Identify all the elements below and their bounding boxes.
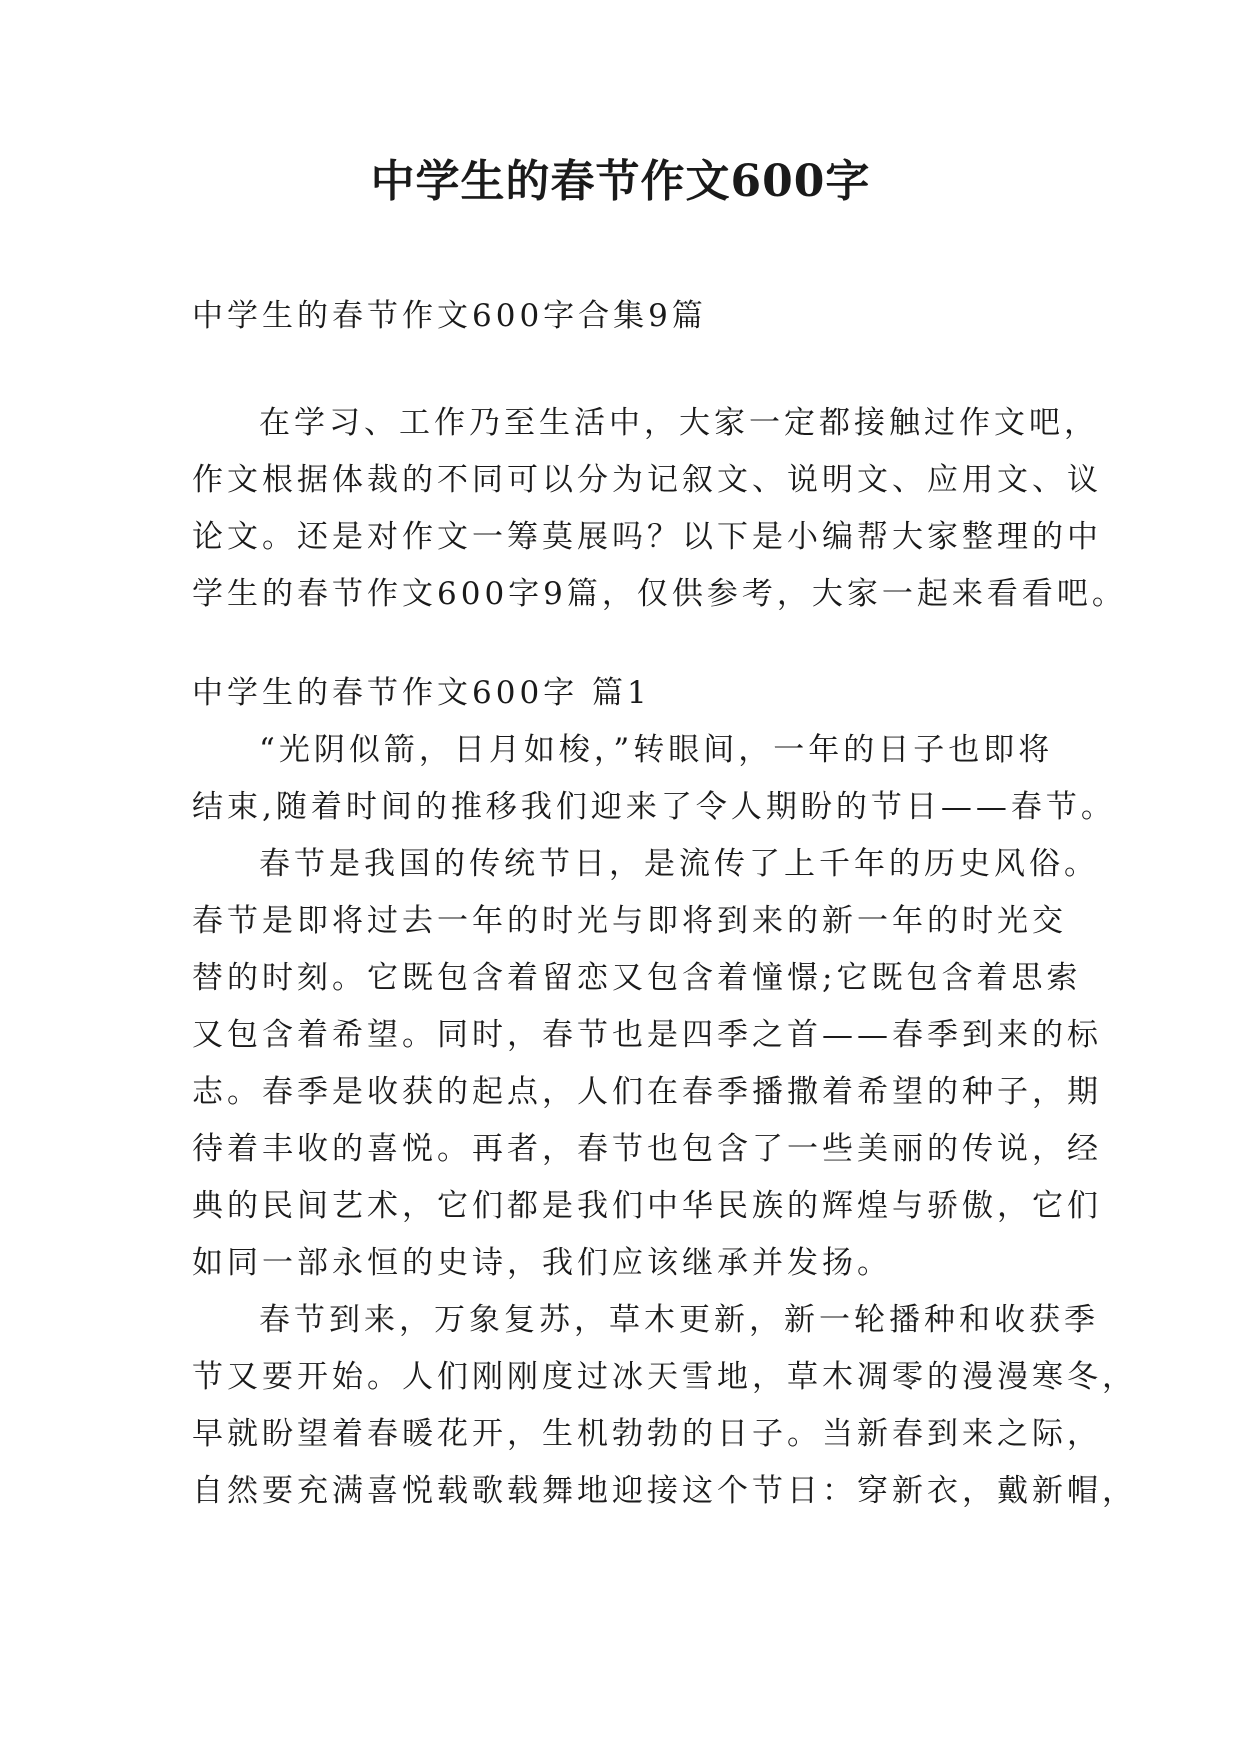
intro-line: 在学习、工作乃至生活中，大家一定都接触过作文吧，: [259, 405, 1099, 441]
paragraph-line: “光阴似箭，日月如梭，”转眼间，一年的日子也即将: [259, 732, 1054, 768]
collection-heading: 中学生的春节作文600字合集9篇: [192, 298, 707, 334]
intro-line: 作文根据体裁的不同可以分为记叙文、说明文、应用文、议: [192, 462, 1102, 498]
paragraph-line: 春节是即将过去一年的时光与即将到来的新一年的时光交: [192, 903, 1067, 939]
paragraph-line: 志。春季是收获的起点，人们在春季播撒着希望的种子，期: [192, 1074, 1102, 1110]
document-body: [192, 288, 1137, 1520]
paragraph-line: 早就盼望着春暖花开，生机勃勃的日子。当新春到来之际，: [192, 1416, 1102, 1452]
paragraph-line: 典的民间艺术，它们都是我们中华民族的辉煌与骄傲，它们: [192, 1188, 1102, 1224]
intro-line: 论文。还是对作文一筹莫展吗？以下是小编帮大家整理的中: [192, 519, 1102, 555]
paragraph-line: 节又要开始。人们刚刚度过冰天雪地，草木凋零的漫漫寒冬，: [192, 1359, 1137, 1395]
paragraph-line: 自然要充满喜悦载歌载舞地迎接这个节日：穿新衣，戴新帽，: [192, 1473, 1137, 1509]
paragraph-3: [192, 1292, 1137, 1520]
paragraph-line: 春节到来，万象复苏，草木更新，新一轮播种和收获季: [259, 1302, 1099, 1338]
intro-paragraph: [192, 395, 1127, 623]
paragraph-1: [192, 722, 1116, 836]
section-heading: 中学生的春节作文600字 篇1: [192, 675, 651, 711]
paragraph-2: [192, 836, 1102, 1292]
paragraph-line: 结束,随着时间的推移我们迎来了令人期盼的节日——春节。: [192, 789, 1116, 825]
intro-line: 学生的春节作文600字9篇，仅供参考，大家一起来看看吧。: [192, 576, 1127, 612]
paragraph-line: 替的时刻。它既包含着留恋又包含着憧憬;它既包含着思索: [192, 960, 1082, 996]
document-title: 中学生的春节作文600字: [370, 156, 871, 207]
paragraph-line: 如同一部永恒的史诗，我们应该继承并发扬。: [192, 1245, 892, 1281]
paragraph-line: 春节是我国的传统节日，是流传了上千年的历史风俗。: [259, 846, 1099, 882]
paragraph-line: 又包含着希望。同时，春节也是四季之首——春季到来的标: [192, 1017, 1102, 1053]
paragraph-line: 待着丰收的喜悦。再者，春节也包含了一些美丽的传说，经: [192, 1131, 1102, 1167]
